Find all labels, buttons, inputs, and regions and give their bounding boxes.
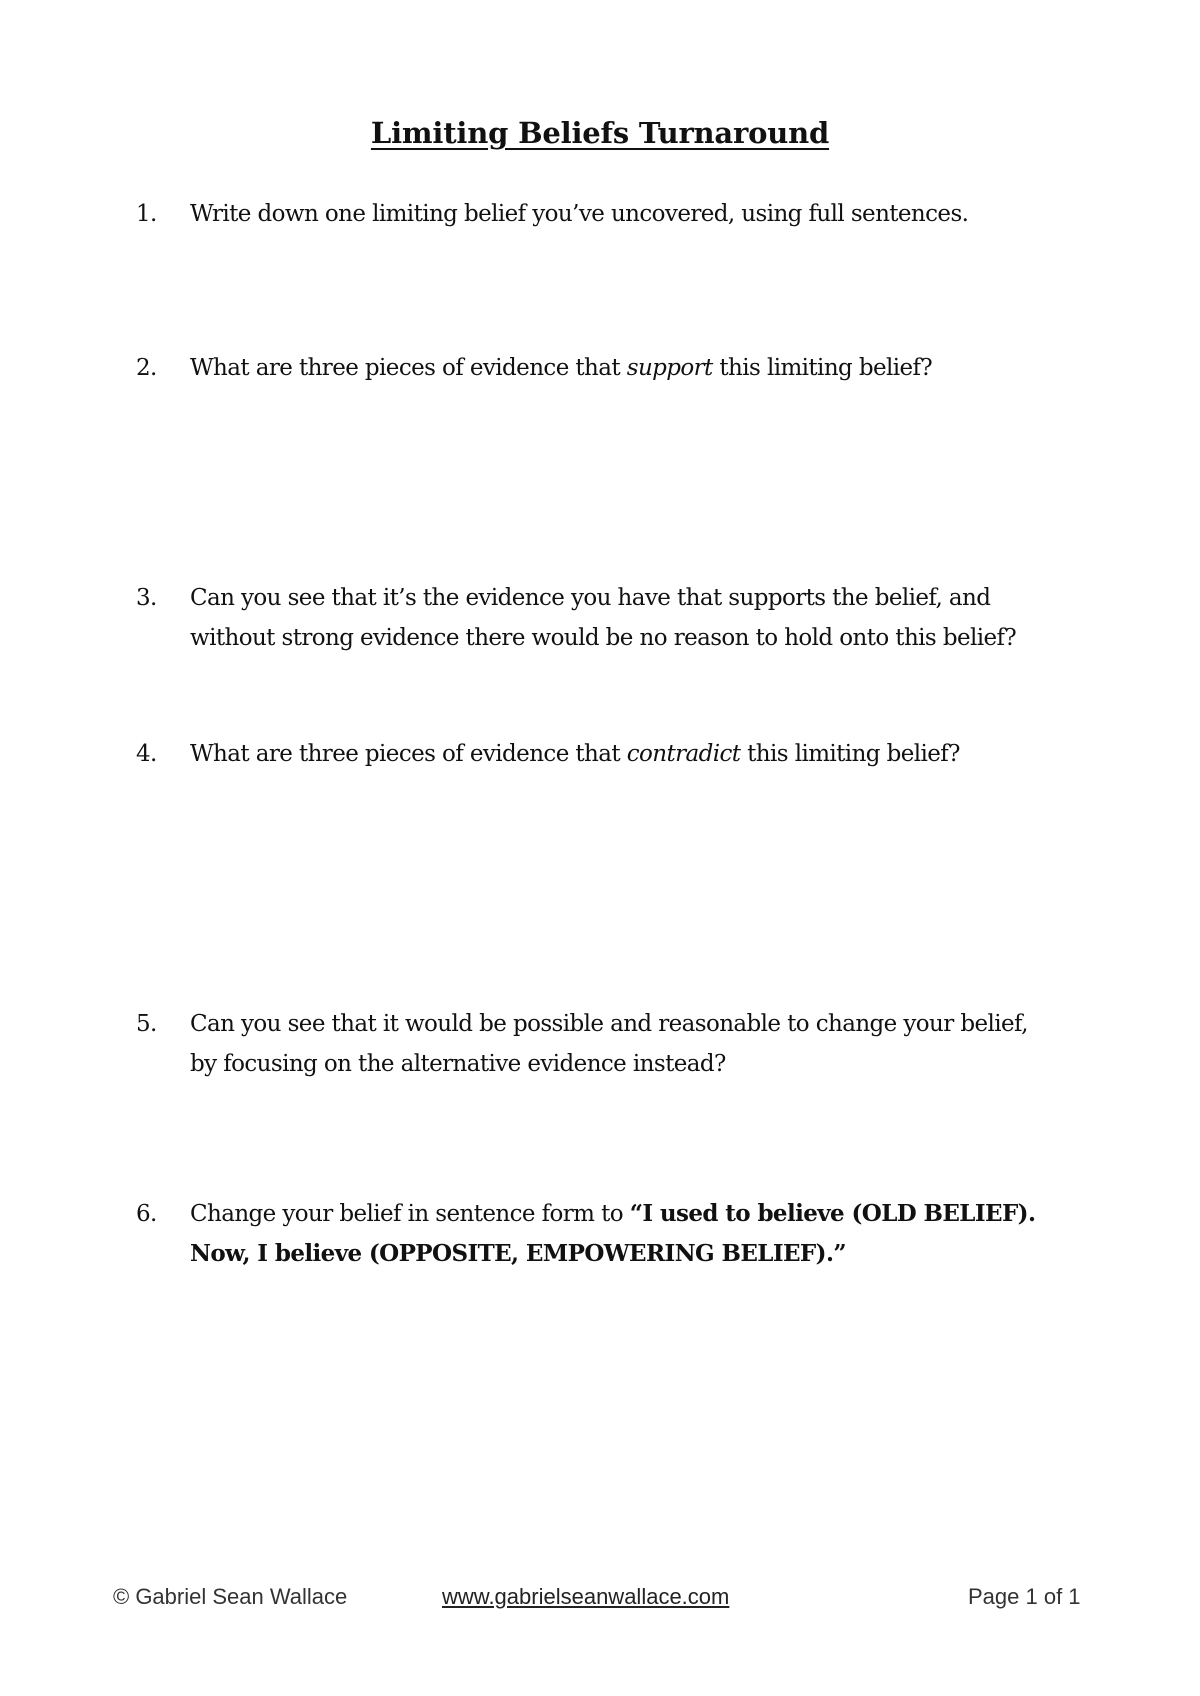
question-line xyxy=(190,348,1090,388)
question-text xyxy=(190,734,1090,774)
question-number: 6. xyxy=(136,1201,157,1227)
question-text xyxy=(190,578,1090,658)
page-number: Page 1 of 1 xyxy=(968,1584,1081,1609)
question-text xyxy=(190,194,1090,234)
text-segment: What are three pieces of evidence that xyxy=(190,741,627,767)
text-segment: this limiting belief? xyxy=(712,355,933,381)
question-line: Can you see that it would be possible and reasonable to change your belief, xyxy=(190,1011,1028,1037)
question-line: by focusing on the alternative evidence instead? xyxy=(190,1051,726,1077)
question-line xyxy=(190,734,1090,774)
question-line: Can you see that it’s the evidence you have that supports the belief, and xyxy=(190,585,991,611)
emphasis-word: support xyxy=(626,355,713,381)
copyright-text: © Gabriel Sean Wallace xyxy=(113,1584,348,1609)
question-number: 1. xyxy=(136,201,157,227)
question-line: Write down one limiting belief you’ve uncovered, using full sentences. xyxy=(190,201,969,227)
question-text xyxy=(190,348,1090,388)
question-number: 4. xyxy=(136,741,157,767)
question-line: without strong evidence there would be no reason to hold onto this belief? xyxy=(190,625,1017,651)
question-number: 2. xyxy=(136,355,157,381)
text-segment: Change your belief in sentence form to xyxy=(190,1201,630,1227)
text-segment: What are three pieces of evidence that xyxy=(190,355,627,381)
page-footer xyxy=(0,1584,1200,1624)
question-line: Now, I believe (OPPOSITE, EMPOWERING BELIEF).” xyxy=(190,1240,846,1267)
page-title: Limiting Beliefs Turnaround xyxy=(370,116,830,150)
bold-segment: “I used to believe (OLD BELIEF). xyxy=(629,1200,1036,1227)
text-segment: this limiting belief? xyxy=(740,741,960,767)
question-text xyxy=(190,1004,1090,1084)
question-text xyxy=(190,1194,1090,1274)
question-line xyxy=(190,1194,1090,1234)
emphasis-word: contradict xyxy=(626,741,741,767)
question-number: 3. xyxy=(136,585,157,611)
question-number: 5. xyxy=(136,1011,157,1037)
website-link[interactable]: www.gabrielseanwallace.com xyxy=(442,1584,730,1609)
